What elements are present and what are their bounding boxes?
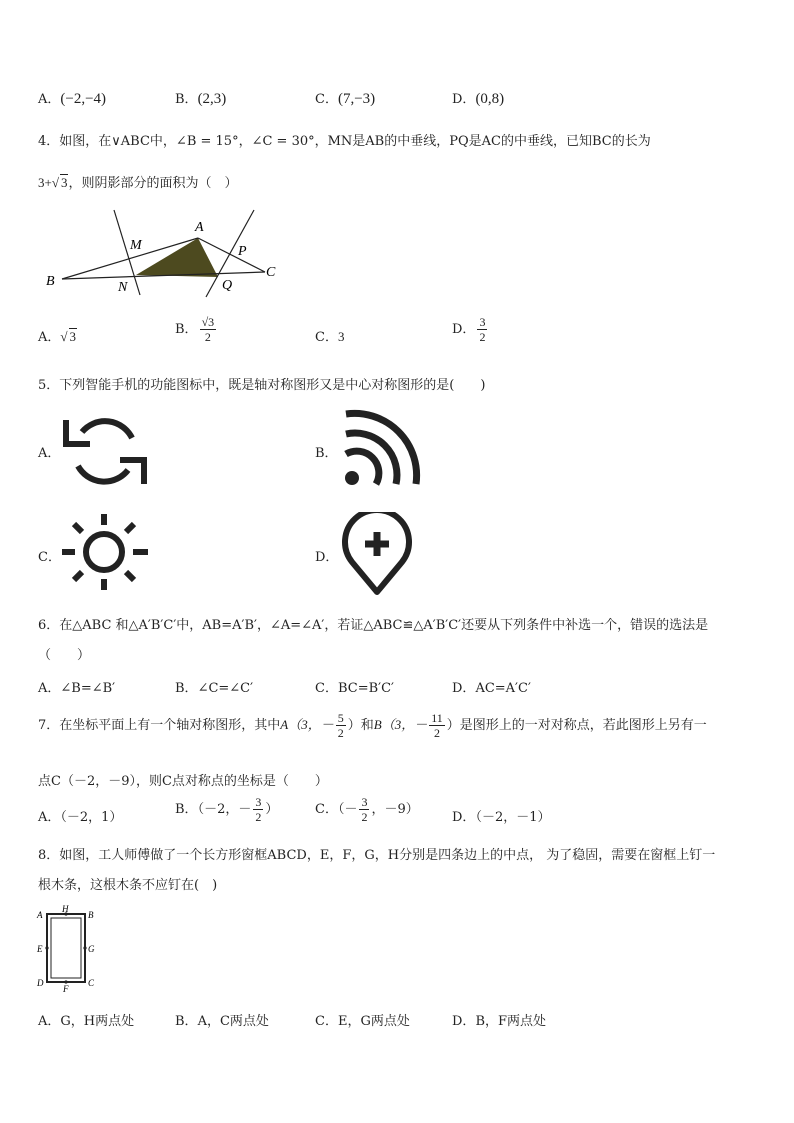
svg-text:M: M [130, 238, 142, 253]
svg-text:B: B [46, 274, 55, 289]
svg-text:E: E [37, 944, 43, 954]
q6-text: 6．在△ABC 和△A′B′C′中，AB=A′B′，∠A=∠A′，若证△ABC≌△A′B′C′还要从下列条件中补选一个，错误的选法是 [38, 618, 709, 633]
q8-window-frame-figure [34, 904, 102, 994]
svg-text:D: D [37, 978, 44, 988]
q5-option-a-label: A． [38, 446, 61, 461]
svg-text:N: N [118, 280, 128, 295]
q5-option-c-label: C． [38, 550, 61, 565]
q3-option-d: D．(0,8) [452, 91, 505, 107]
q8-option-c: C．E，G两点处 [315, 1014, 410, 1029]
q6-option-d: D．AC=A′C′ [452, 681, 531, 696]
svg-text:B: B [88, 910, 94, 920]
q7-option-c: C．（－ $\frac{3}{2}$ ，－9） [315, 795, 419, 824]
q3-option-a: A．(−2,−4) [38, 91, 107, 107]
q6-option-c: C．BC=B′C′ [315, 681, 394, 696]
q5-option-b-label: B． [315, 446, 338, 461]
svg-text:C: C [88, 978, 95, 988]
q6-option-a: A．∠B=∠B′ [38, 681, 116, 696]
q4-option-a: A．√ 3 [38, 329, 77, 345]
q8-option-a: A．G，H两点处 [38, 1014, 135, 1029]
q6-option-b: B．∠C=∠C′ [175, 681, 254, 696]
svg-text:C: C [266, 265, 276, 280]
q5-option-d-label: D． [315, 550, 339, 565]
q3-option-c: C．(7,−3) [315, 91, 376, 107]
q4-option-d: D． $\frac{3}{2}$ [452, 315, 486, 344]
q4-text-line1: 4．如图，在∨ABC中，∠B = 15°，∠C = 30°，MN是AB的中垂线，PQ是AC的中垂线，已知BC的长为 [38, 134, 651, 149]
q4-text-line2: 3+√ 3，则阴影部分的面积为（ ） [38, 175, 238, 191]
q8-text-line2: 根木条，这根木条不应钉在( ) [38, 878, 218, 893]
q7-text-line2: 点C（－2，－9），则C点对称点的坐标是（ ） [38, 774, 328, 789]
q7-option-d: D．（－2，－1） [452, 810, 551, 825]
q5-text: 5．下列智能手机的功能图标中，既是轴对称图形又是中心对称图形的是( ) [38, 378, 486, 393]
refresh-icon [62, 410, 148, 494]
q6-paren: （ ） [38, 648, 91, 663]
svg-text:G: G [88, 944, 95, 954]
q4-triangle-figure [40, 205, 290, 300]
svg-text:A: A [37, 910, 43, 920]
svg-text:F: F [63, 984, 69, 994]
q3-option-b: B．(2,3) [175, 91, 227, 107]
q7-option-a: A．（－2，1） [38, 810, 123, 825]
wifi-signal-icon [340, 408, 422, 490]
sun-icon [60, 512, 150, 592]
location-plus-icon [340, 512, 416, 598]
q4-option-b: B． $\frac{√3}{2}$ [175, 315, 215, 344]
q8-option-d: D．B，F两点处 [452, 1014, 547, 1029]
q7-option-b: B．（－2，－ $\frac{3}{2}$ ） [175, 795, 279, 824]
svg-text:Q: Q [222, 278, 233, 293]
svg-text:H: H [62, 904, 69, 914]
svg-text:P: P [238, 244, 247, 259]
q8-option-b: B．A，C两点处 [175, 1014, 269, 1029]
q8-text-line1: 8．如图，工人师傅做了一个长方形窗框ABCD，E，F，G，H分别是四条边上的中点， 为了稳固，需要在窗框上钉一 [38, 848, 716, 863]
q4-option-c: C．3 [315, 329, 345, 345]
svg-text:A: A [195, 220, 204, 235]
q7-text-line1: 7．在坐标平面上有一个轴对称图形，其中A（3，－ $\frac{5}{2}$ ）和B（3，－ $\frac{11}{2}$ ）是图形上的一对对称点，若此图形上另有一 [38, 711, 707, 740]
